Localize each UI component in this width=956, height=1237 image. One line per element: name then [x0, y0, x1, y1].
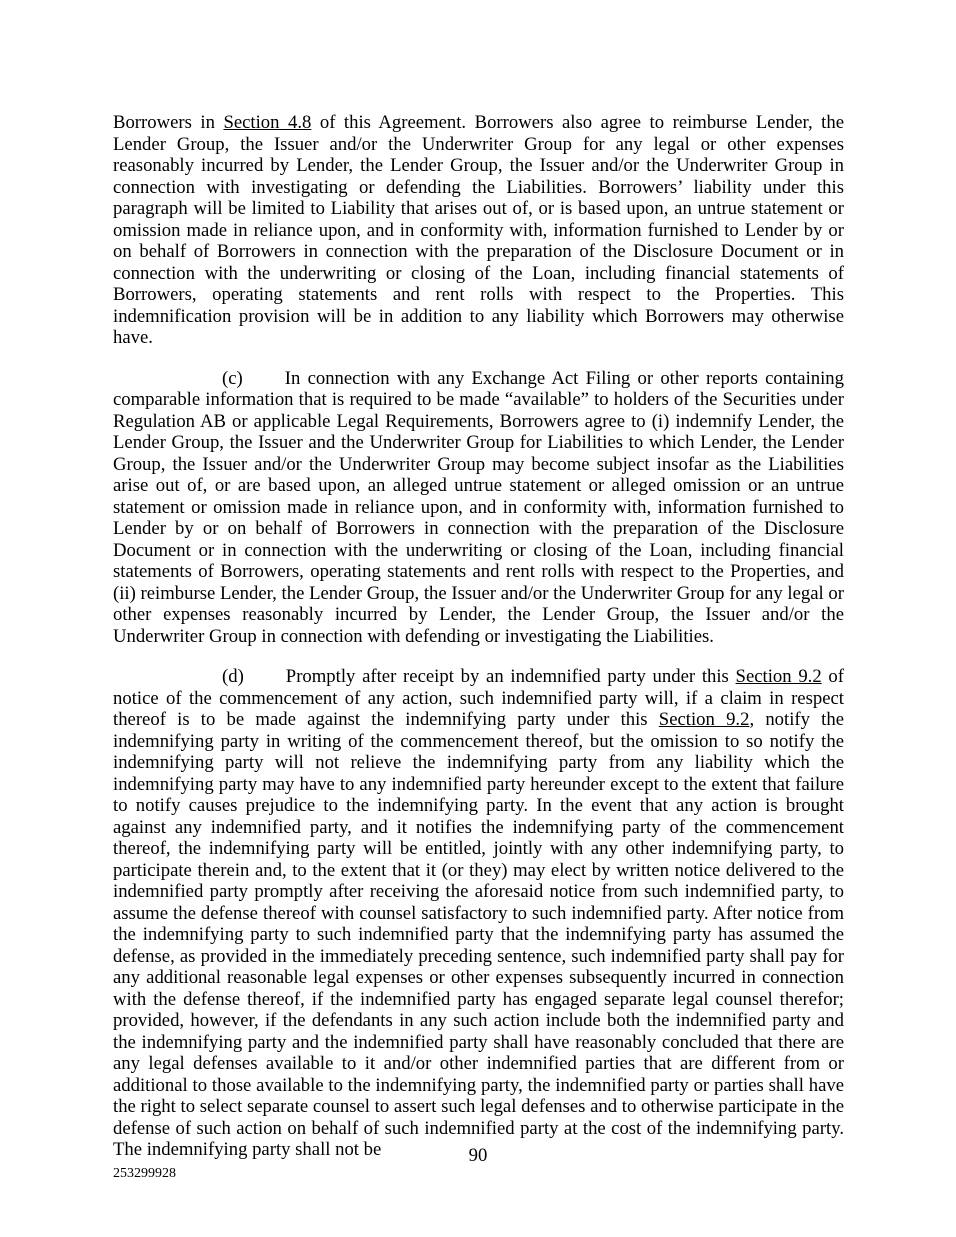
document-id: 253299928	[113, 1166, 176, 1181]
text-run: In connection with any Exchange Act Filing or other reports containing comparable information that is required to be made “available” to holders of the Securities under Regulation AB or applicable Legal Requirements, Borrowers agree to (i) indemnify Lender, the Lender Group, the Issuer and the Underwriter Group for Liabilities to which Lender, the Lender Group, the Issuer and/or the Underwriter Group may become subject insofar as the Liabilities arise out of, or are based upon, an alleged untrue statement or alleged omission or an untrue statement or omission made in reliance upon, and in conformity with, information furnished to Lender by or on behalf of Borrowers in connection with the preparation of the Disclosure Document or in connection with the underwriting or closing of the Loan, including financial statements of Borrowers, operating statements and rent rolls with respect to the Properties, and (ii) reimburse Lender, the Lender Group, the Issuer and/or the Underwriter Group for any legal or other expenses reasonably incurred by Lender, the Lender Group, the Issuer and/or the Underwriter Group in connection with defending or investigating the Liabilities.	[113, 367, 844, 647]
text-run: Promptly after receipt by an indemnified party under this	[285, 666, 736, 687]
section-ref: Section 9.2	[658, 709, 750, 730]
paragraph-continuation	[113, 112, 844, 349]
text-run: , notify the indemnifying party in writing of the commencement thereof, but the omission to so notify the indemnifying party will not relieve the indemnifying party from any liability which the indemnifying party may have to any indemnified party hereunder except to the extent that failure to notify causes prejudice to the indemnifying party. In the event that any action is brought against any indemnified party, and it notifies the indemnifying party of the commencement thereof, the indemnifying party will be entitled, jointly with any other indemnifying party, to participate therein and, to the extent that it (or they) may elect by written notice delivered to the indemnified party promptly after receiving the aforesaid notice from such indemnified party, to assume the defense thereof with counsel satisfactory to such indemnified party. After notice from the indemnifying party to such indemnified party that the indemnifying party has assumed the defense, as provided in the immediately preceding sentence, such indemnified party shall pay for any additional reasonable legal expenses or other expenses subsequently incurred in connection with the defense thereof, if the indemnified party has engaged separate legal counsel therefor; provided, however, if the defendants in any such action include both the indemnified party and the indemnifying party and the indemnified party shall have reasonably concluded that there are any legal defenses available to it and/or other indemnified parties that are different from or additional to those available to the indemnifying party, the indemnified party or parties shall have the right to select separate counsel to assert such legal defenses and to otherwise participate in the defense of such action on behalf of such indemnified party at the cost of the indemnifying party. The indemnifying party shall not be	[113, 709, 845, 1160]
paragraph-label: (c)	[222, 367, 243, 389]
text-run: of notice of the commencement of any action, such indemnified party will, if a claim in respect thereof is to be made against the indemnifying party under this	[113, 666, 844, 730]
document-body	[113, 112, 844, 1161]
page-number: 90	[468, 1145, 488, 1166]
text-run: of this Agreement. Borrowers also agree to reimburse Lender, the Lender Group, the Issuer and/or the Underwriter Group for any legal or other expenses reasonably incurred by Lender, the Lender Group, the Issuer and/or the Underwriter Group in connection with investigating or defending the Liabilities. Borrowers’ liability under this paragraph will be limited to Liability that arises out of, or is based upon, an untrue statement or omission made in reliance upon, and in conformity with, information furnished to Lender by or on behalf of Borrowers in connection with the preparation of the Disclosure Document or in connection with the underwriting or closing of the Loan, including financial statements of Borrowers, operating statements and rent rolls with respect to the Properties. This indemnification provision will be in addition to any liability which Borrowers may otherwise have.	[113, 112, 844, 348]
paragraph-c	[113, 368, 844, 648]
section-ref: Section 9.2	[735, 666, 822, 687]
text-run: Borrowers in	[113, 112, 224, 133]
paragraph-d	[113, 666, 844, 1161]
section-ref: Section 4.8	[223, 112, 312, 133]
paragraph-label: (d)	[222, 666, 244, 687]
